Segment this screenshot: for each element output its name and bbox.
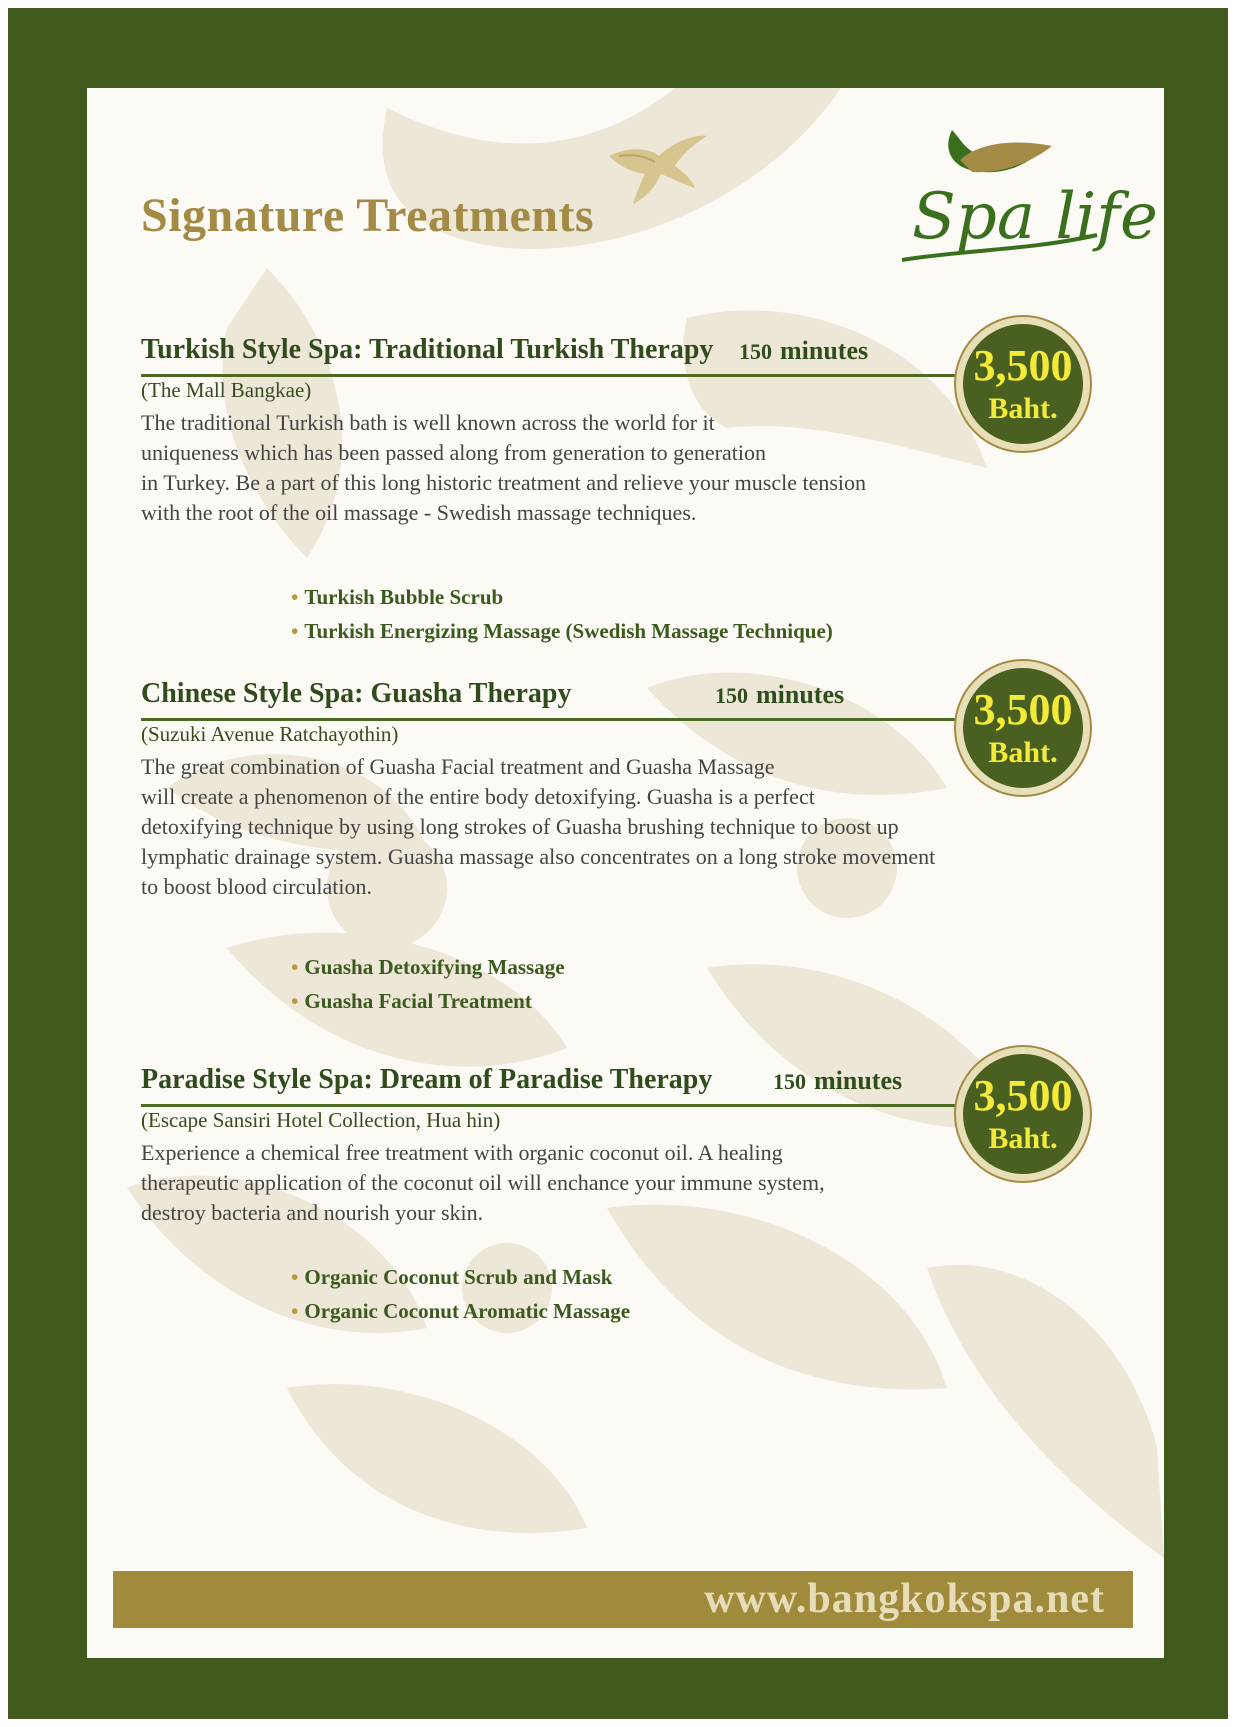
spa-life-logo xyxy=(882,110,1158,280)
treatment-location: (Escape Sansiri Hotel Collection, Hua hin) xyxy=(141,1108,501,1132)
list-item: • Turkish Bubble Scrub xyxy=(291,585,504,609)
divider xyxy=(141,374,956,377)
list-item: • Guasha Detoxifying Massage xyxy=(291,955,565,979)
price-currency: Baht. xyxy=(988,392,1058,425)
duration-number: 150 xyxy=(715,683,748,708)
treatment-items xyxy=(291,580,833,648)
treatment-items xyxy=(291,950,565,1018)
page-title: Signature Treatments xyxy=(141,189,595,242)
list-item: • Turkish Energizing Massage (Swedish Massage Technique) xyxy=(291,619,833,643)
treatment-duration xyxy=(715,680,844,710)
treatment-title: Paradise Style Spa: Dream of Paradise Therapy xyxy=(141,1064,713,1095)
divider xyxy=(141,1104,956,1107)
page-frame xyxy=(8,8,1228,1719)
treatment-duration xyxy=(739,336,868,366)
treatment-description: Experience a chemical free treatment with organic coconut oil. A healing therapeutic application of the coconut oil will enchance your immune system, destroy bacteria and nourish your skin. xyxy=(141,1140,825,1225)
footer-bar xyxy=(113,1571,1133,1628)
list-item: • Organic Coconut Scrub and Mask xyxy=(291,1265,613,1289)
treatment-title: Chinese Style Spa: Guasha Therapy xyxy=(141,678,572,709)
price-value: 3,500 xyxy=(973,685,1073,734)
treatment-description: The great combination of Guasha Facial treatment and Guasha Massage will create a phenomenon of the entire body detoxifying. Guasha is a perfect detoxifying technique by using long strokes of Guasha brushing technique to boost up lymphatic drainage system. Guasha massage also concentrates on a long stroke movement to boost blood circulation. xyxy=(141,754,936,899)
price-badge xyxy=(953,1044,1093,1184)
price-value: 3,500 xyxy=(973,1071,1073,1120)
treatment-location: (The Mall Bangkae) xyxy=(141,378,312,402)
price-badge xyxy=(953,314,1093,454)
treatment-location: (Suzuki Avenue Ratchayothin) xyxy=(141,722,399,746)
duration-unit: minutes xyxy=(814,1066,903,1095)
treatment-description: The traditional Turkish bath is well known across the world for it uniqueness which has been passed along from generation to generation in Turkey. Be a part of this long historic treatment and relieve your muscle tension with the root of the oil massage - Swedish massage techniques. xyxy=(141,410,867,525)
duration-unit: minutes xyxy=(756,680,845,709)
price-currency: Baht. xyxy=(988,736,1058,769)
divider xyxy=(141,718,956,721)
duration-unit: minutes xyxy=(780,336,869,365)
bird-icon xyxy=(599,126,709,206)
website-link[interactable]: www.bangkokspa.net xyxy=(704,1576,1105,1622)
duration-number: 150 xyxy=(773,1069,806,1094)
treatment-title: Turkish Style Spa: Traditional Turkish Therapy xyxy=(141,334,714,365)
price-value: 3,500 xyxy=(973,341,1073,390)
price-badge xyxy=(953,658,1093,798)
treatment-items xyxy=(291,1260,630,1328)
price-currency: Baht. xyxy=(988,1122,1058,1155)
list-item: • Guasha Facial Treatment xyxy=(291,989,532,1013)
duration-number: 150 xyxy=(739,339,772,364)
list-item: • Organic Coconut Aromatic Massage xyxy=(291,1299,631,1323)
treatment-duration xyxy=(773,1066,902,1096)
logo-text: Spa life xyxy=(912,180,1158,254)
menu-page xyxy=(87,88,1164,1658)
